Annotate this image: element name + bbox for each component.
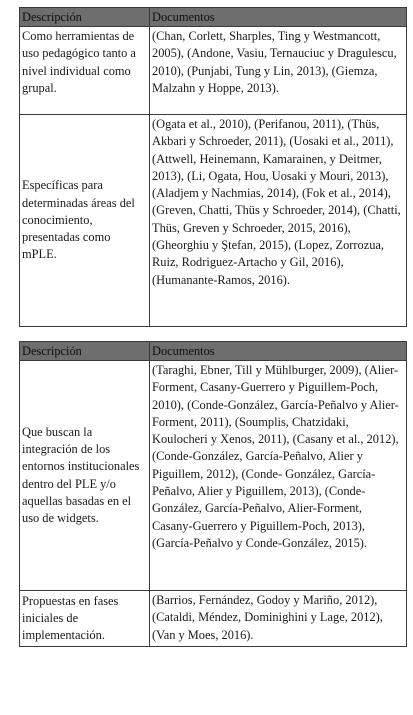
header-documentos: Documentos	[150, 8, 407, 27]
documents-table-2	[19, 341, 407, 647]
header-descripcion: Descripción	[20, 8, 150, 27]
table-row	[20, 591, 407, 647]
row-documents: (Chan, Corlett, Sharples, Ting y Westmancott, 2005), (Andone, Vasiu, Ternauciuc y Dragulescu, 2010), (Punjabi, Tung y Lin, 2013), (Giemza, Malzahn y Hoppe, 2013).	[150, 27, 407, 115]
row-documents: (Taraghi, Ebner, Till y Mühlburger, 2009), (Alier-Forment, Casany-Guerrero y Piguillem-Poch, 2010), (Conde-González, García-Peñalvo y Alier-Forment, 2011), (Soumplis, Chatzidaki, Koulocheri y Xenos, 2011), (Casany et al., 2012), (Conde-González, García-Peñalvo, Alier y Piguillem, 2012), (Conde- González, García-Peñalvo, Alier y Piguillem, 2013), (Conde- González, García-Peñalvo, Alier-Forment, Casany-Guerrero y Piguillem-Poch, 2013), (García-Peñalvo y Conde-González, 2015).	[150, 361, 407, 591]
row-description: Como herramientas de uso pedagógico tanto a nivel individual como grupal.	[20, 27, 150, 115]
table-row	[20, 361, 407, 591]
header-documentos: Documentos	[150, 342, 407, 361]
row-documents: (Barrios, Fernández, Godoy y Mariño, 2012), (Cataldi, Méndez, Dominighini y Lage, 2012), (Van y Moes, 2016).	[150, 591, 407, 647]
row-description: Propuestas en fases iniciales de implementación.	[20, 591, 150, 647]
row-documents: (Ogata et al., 2010), (Perifanou, 2011), (Thüs, Akbari y Schroeder, 2011), (Uosaki et al., 2011), (Attwell, Heinemann, Kamarainen, y Deitmer, 2013), (Li, Ogata, Hou, Uosaki y Mouri, 2013), (Aladjem y Nachmias, 2014), (Fok et al., 2014), (Greven, Chatti, Thüs y Schroeder, 2014), (Chatti, Thüs, Greven y Schroeder, 2015, 2016), (Gheorghiu y Ştefan, 2015), (Lopez, Zorrozua, Ruiz, Rodriguez-Artacho y Gil, 2016), (Humanante-Ramos, 2016).	[150, 115, 407, 327]
table-row	[20, 115, 407, 327]
header-descripcion: Descripción	[20, 342, 150, 361]
row-description: Específicas para determinadas áreas del conocimiento, presentadas como mPLE.	[20, 115, 150, 327]
table-header-row	[20, 342, 407, 361]
table-row	[20, 27, 407, 115]
documents-table-1	[19, 7, 407, 327]
table-header-row	[20, 8, 407, 27]
row-description: Que buscan la integración de los entornos institucionales dentro del PLE y/o aquellas basadas en el uso de widgets.	[20, 361, 150, 591]
